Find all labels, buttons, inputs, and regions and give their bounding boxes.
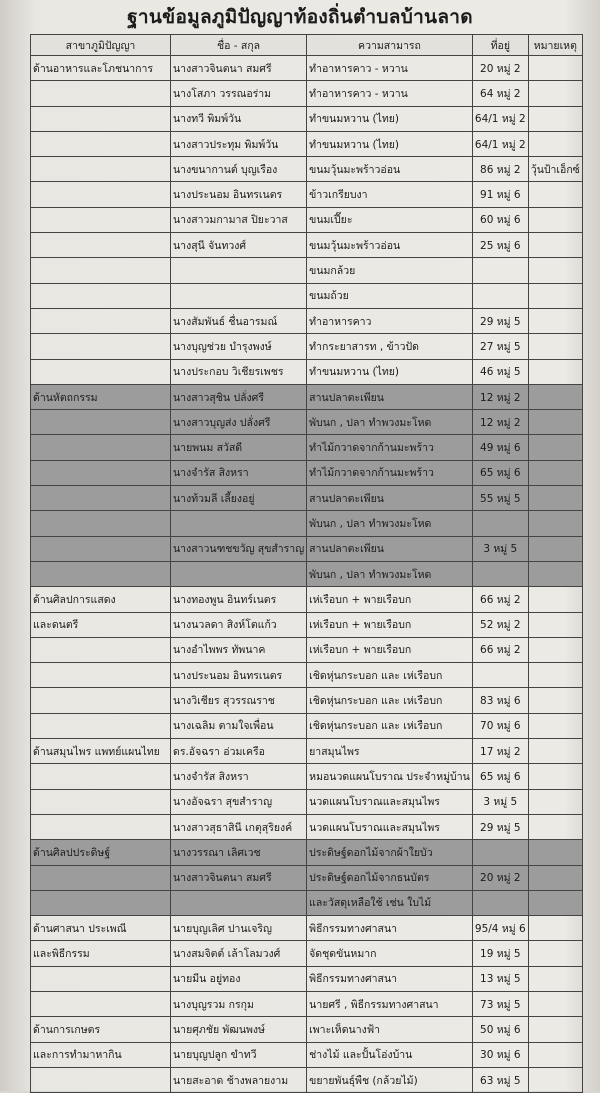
row-ability: นายศรี , พิธีกรรมทางศาสนา xyxy=(307,991,473,1016)
row-branch: ด้านอาหารและโภชนาการ xyxy=(31,56,171,81)
row-ability: นวดแผนโบราณและสมุนไพร xyxy=(307,789,473,814)
row-ability: เชิดหุ่นกระบอก และ เห่เรือบก xyxy=(307,688,473,713)
row-address: 29 หมู่ 5 xyxy=(472,308,528,333)
row-address: 66 หมู่ 2 xyxy=(472,587,528,612)
row-name: ดร.อัจฉรา อ่วมเครือ xyxy=(171,739,307,764)
row-branch xyxy=(31,410,171,435)
row-branch xyxy=(31,460,171,485)
row-name: นางวรรณา เลิศเวช xyxy=(171,840,307,865)
row-note xyxy=(528,359,582,384)
row-name: นางนวลดา สิงห์โตแก้ว xyxy=(171,612,307,637)
row-address xyxy=(472,663,528,688)
row-address: 12 หมู่ 2 xyxy=(472,410,528,435)
row-branch xyxy=(31,435,171,460)
row-note xyxy=(528,916,582,941)
row-name: นางจำรัส สิงหรา xyxy=(171,764,307,789)
row-note xyxy=(528,890,582,915)
table-row xyxy=(31,334,583,359)
row-ability: ทำขนมหวาน (ไทย) xyxy=(307,131,473,156)
row-branch xyxy=(31,536,171,561)
row-branch xyxy=(31,182,171,207)
table-row xyxy=(31,991,583,1016)
row-name: นางทวี พิมพ์วัน xyxy=(171,106,307,131)
table-row xyxy=(31,258,583,283)
row-name: นางประนอม อินทรเนตร xyxy=(171,663,307,688)
row-name xyxy=(171,258,307,283)
row-address: 65 หมู่ 6 xyxy=(472,764,528,789)
row-ability: พับนก , ปลา ทำพวงมะโหด xyxy=(307,511,473,536)
row-note xyxy=(528,764,582,789)
row-branch: ด้านหัตถกรรม xyxy=(31,384,171,409)
row-note xyxy=(528,713,582,738)
row-branch: ด้านการเกษตร xyxy=(31,1017,171,1042)
row-branch xyxy=(31,814,171,839)
row-ability: นวดแผนโบราณและสมุนไพร xyxy=(307,814,473,839)
row-ability: หมอนวดแผนโบราณ ประจำหมู่บ้าน xyxy=(307,764,473,789)
row-note xyxy=(528,561,582,586)
row-branch xyxy=(31,865,171,890)
row-ability: และวัสดุเหลือใช้ เช่น ใบไม้ xyxy=(307,890,473,915)
row-ability: ทำขนมหวาน (ไทย) xyxy=(307,106,473,131)
row-branch xyxy=(31,991,171,1016)
table-header-row xyxy=(31,35,583,56)
table-row xyxy=(31,359,583,384)
row-note xyxy=(528,486,582,511)
table-row xyxy=(31,764,583,789)
row-branch xyxy=(31,637,171,662)
header-ability: ความสามารถ xyxy=(307,35,473,56)
row-ability: ยาสมุนไพร xyxy=(307,739,473,764)
row-address: 46 หมู่ 5 xyxy=(472,359,528,384)
table-row xyxy=(31,511,583,536)
row-name: นางประนอม อินทรเนตร xyxy=(171,182,307,207)
row-note xyxy=(528,435,582,460)
row-address xyxy=(472,890,528,915)
row-note xyxy=(528,410,582,435)
row-ability: สานปลาตะเพียน xyxy=(307,486,473,511)
table-row xyxy=(31,1042,583,1067)
row-name: นางสาวสุธาสินี เกตุสุริยงค์ xyxy=(171,814,307,839)
row-branch xyxy=(31,511,171,536)
table-row xyxy=(31,182,583,207)
row-ability: จัดชุดขันหมาก xyxy=(307,941,473,966)
row-ability: เห่เรือบก + พายเรือบก xyxy=(307,612,473,637)
table-row xyxy=(31,688,583,713)
header-note: หมายเหตุ xyxy=(528,35,582,56)
table-row xyxy=(31,81,583,106)
table-row xyxy=(31,561,583,586)
row-name: นายศุภชัย พัฒนพงษ์ xyxy=(171,1017,307,1042)
row-ability: เห่เรือบก + พายเรือบก xyxy=(307,587,473,612)
table-row xyxy=(31,865,583,890)
row-branch xyxy=(31,486,171,511)
row-name: นางสาวมกามาส ปิยะวาส xyxy=(171,207,307,232)
row-address: 49 หมู่ 6 xyxy=(472,435,528,460)
row-ability: ทำขนมหวาน (ไทย) xyxy=(307,359,473,384)
row-address: 95/4 หมู่ 6 xyxy=(472,916,528,941)
wisdom-database-table xyxy=(30,34,583,1093)
table-row xyxy=(31,435,583,460)
row-ability: เชิดหุ่นกระบอก และ เห่เรือบก xyxy=(307,713,473,738)
table-row xyxy=(31,460,583,485)
table-row xyxy=(31,663,583,688)
row-name xyxy=(171,283,307,308)
row-name: นางประกอบ วิเชียรเพชร xyxy=(171,359,307,384)
row-ability: ช่างไม้ และปั้นโอ่งบ้าน xyxy=(307,1042,473,1067)
table-row xyxy=(31,814,583,839)
row-address: 20 หมู่ 2 xyxy=(472,56,528,81)
row-branch xyxy=(31,106,171,131)
table-row xyxy=(31,486,583,511)
table-row xyxy=(31,612,583,637)
row-note xyxy=(528,283,582,308)
row-ability: ขนมถ้วย xyxy=(307,283,473,308)
row-address: 64 หมู่ 2 xyxy=(472,81,528,106)
row-address: 3 หมู่ 5 xyxy=(472,789,528,814)
header-branch: สาขาภูมิปัญญา xyxy=(31,35,171,56)
table-row xyxy=(31,916,583,941)
row-branch xyxy=(31,131,171,156)
table-body xyxy=(31,56,583,1093)
row-ability: ทำไม้กวาดจากก้านมะพร้าว xyxy=(307,460,473,485)
row-branch: ด้านสมุนไพร แพทย์แผนไทย xyxy=(31,739,171,764)
table-row xyxy=(31,739,583,764)
row-branch: ด้านศิลปประดิษฐ์ xyxy=(31,840,171,865)
row-name: นางบุญช่วย บำรุงพงษ์ xyxy=(171,334,307,359)
row-branch: และดนตรี xyxy=(31,612,171,637)
row-name: นางสาวสุชิน ปลั่งศรี xyxy=(171,384,307,409)
row-address: 30 หมู่ 6 xyxy=(472,1042,528,1067)
row-note xyxy=(528,384,582,409)
table-row xyxy=(31,840,583,865)
row-address: 66 หมู่ 2 xyxy=(472,637,528,662)
table-row xyxy=(31,587,583,612)
row-name: นางอัจฉรา สุขสำราญ xyxy=(171,789,307,814)
table-row xyxy=(31,308,583,333)
row-address: 55 หมู่ 5 xyxy=(472,486,528,511)
row-note xyxy=(528,1067,582,1092)
row-ability: ขนมเปี๊ยะ xyxy=(307,207,473,232)
row-name: นายบุญปลูก ขำทวี xyxy=(171,1042,307,1067)
row-branch xyxy=(31,308,171,333)
row-note xyxy=(528,739,582,764)
row-name: นายพนม สวัสดี xyxy=(171,435,307,460)
row-address: 3 หมู่ 5 xyxy=(472,536,528,561)
row-ability: พิธีกรรมทางศาสนา xyxy=(307,916,473,941)
row-ability: เห่เรือบก + พายเรือบก xyxy=(307,637,473,662)
row-note xyxy=(528,207,582,232)
row-ability: พิธีกรรมทางศาสนา xyxy=(307,966,473,991)
row-name: นางสาวนฑชขวัญ สุขสำราญ xyxy=(171,536,307,561)
table-row xyxy=(31,966,583,991)
row-note xyxy=(528,182,582,207)
table-row xyxy=(31,941,583,966)
row-name: นางท้วมลี เลี้ยงอยู่ xyxy=(171,486,307,511)
header-name: ชื่อ - สกุล xyxy=(171,35,307,56)
table-row xyxy=(31,536,583,561)
row-address: 73 หมู่ 5 xyxy=(472,991,528,1016)
table-row xyxy=(31,384,583,409)
header-address: ที่อยู่ xyxy=(472,35,528,56)
row-ability: ทำไม้กวาดจากก้านมะพร้าว xyxy=(307,435,473,460)
row-note xyxy=(528,536,582,561)
row-branch xyxy=(31,258,171,283)
row-branch xyxy=(31,688,171,713)
row-ability: สานปลาตะเพียน xyxy=(307,384,473,409)
row-name: นางขนากานต์ บุญเรือง xyxy=(171,157,307,182)
row-name: นางโสภา วรรณอร่าม xyxy=(171,81,307,106)
row-branch xyxy=(31,890,171,915)
row-name: นายสะอาด ช้างพลายงาม xyxy=(171,1067,307,1092)
table-row xyxy=(31,789,583,814)
row-name: นางสมจิตต์ เล้าโลมวงศ์ xyxy=(171,941,307,966)
row-address xyxy=(472,840,528,865)
table-row xyxy=(31,207,583,232)
row-name: นางวิเชียร สุวรรณราช xyxy=(171,688,307,713)
row-branch xyxy=(31,283,171,308)
table-row xyxy=(31,157,583,182)
row-branch: ด้านศาสนา ประเพณี xyxy=(31,916,171,941)
row-name: นางสุนี จันทวงศ์ xyxy=(171,233,307,258)
table-row xyxy=(31,131,583,156)
page-title: ฐานข้อมูลภูมิปัญญาท้องถิ่นตำบลบ้านลาด xyxy=(127,6,473,28)
row-branch xyxy=(31,966,171,991)
table-row xyxy=(31,713,583,738)
row-branch xyxy=(31,334,171,359)
row-ability: ทำอาหารคาว xyxy=(307,308,473,333)
row-note xyxy=(528,587,582,612)
table-row xyxy=(31,106,583,131)
row-name: นางสาวจินตนา สมศรี xyxy=(171,56,307,81)
row-note xyxy=(528,460,582,485)
row-ability: ขนมวุ้นมะพร้าวอ่อน xyxy=(307,157,473,182)
row-ability: ขนมวุ้นมะพร้าวอ่อน xyxy=(307,233,473,258)
row-address: 50 หมู่ 6 xyxy=(472,1017,528,1042)
row-note xyxy=(528,233,582,258)
row-note xyxy=(528,688,582,713)
table-row xyxy=(31,1017,583,1042)
row-note: วุ้นป้าเอ็กซ์ xyxy=(528,157,582,182)
row-note xyxy=(528,840,582,865)
row-address: 52 หมู่ 2 xyxy=(472,612,528,637)
table-row xyxy=(31,56,583,81)
row-address: 29 หมู่ 5 xyxy=(472,814,528,839)
row-ability: พับนก , ปลา ทำพวงมะโหด xyxy=(307,410,473,435)
row-address: 19 หมู่ 5 xyxy=(472,941,528,966)
table-row xyxy=(31,233,583,258)
row-note xyxy=(528,789,582,814)
row-note xyxy=(528,991,582,1016)
row-name: นางอำไพพร ทัพนาค xyxy=(171,637,307,662)
row-name xyxy=(171,890,307,915)
row-note xyxy=(528,308,582,333)
table-row xyxy=(31,890,583,915)
row-address xyxy=(472,561,528,586)
row-branch xyxy=(31,233,171,258)
row-note xyxy=(528,966,582,991)
row-address: 27 หมู่ 5 xyxy=(472,334,528,359)
row-branch: และการทำมาหากิน xyxy=(31,1042,171,1067)
row-note xyxy=(528,814,582,839)
row-address: 64/1 หมู่ 2 xyxy=(472,106,528,131)
row-name: นางจำรัส สิงหรา xyxy=(171,460,307,485)
row-note xyxy=(528,81,582,106)
row-address xyxy=(472,258,528,283)
row-name: นางสาวบุญส่ง ปลั่งศรี xyxy=(171,410,307,435)
row-address: 64/1 หมู่ 2 xyxy=(472,131,528,156)
row-note xyxy=(528,1017,582,1042)
row-ability: ทำอาหารคาว - หวาน xyxy=(307,81,473,106)
row-address: 25 หมู่ 6 xyxy=(472,233,528,258)
row-ability: พับนก , ปลา ทำพวงมะโหด xyxy=(307,561,473,586)
row-note xyxy=(528,663,582,688)
row-branch xyxy=(31,789,171,814)
row-note xyxy=(528,56,582,81)
row-name: นางสัมพันธ์ ชื่นอารมณ์ xyxy=(171,308,307,333)
row-branch xyxy=(31,359,171,384)
row-address xyxy=(472,283,528,308)
row-ability: ทำอาหารคาว - หวาน xyxy=(307,56,473,81)
row-branch: และพิธีกรรม xyxy=(31,941,171,966)
row-branch xyxy=(31,81,171,106)
row-ability: ทำกระยาสารท , ข้าวปัด xyxy=(307,334,473,359)
row-ability: ข้าวเกรียบงา xyxy=(307,182,473,207)
row-branch xyxy=(31,764,171,789)
row-name: นายมีน อยู่ทอง xyxy=(171,966,307,991)
row-note xyxy=(528,637,582,662)
row-address: 86 หมู่ 2 xyxy=(472,157,528,182)
row-address: 65 หมู่ 6 xyxy=(472,460,528,485)
row-ability: ประดิษฐ์ดอกไม้จากผ้าใยบัว xyxy=(307,840,473,865)
row-note xyxy=(528,1042,582,1067)
row-note xyxy=(528,334,582,359)
row-name xyxy=(171,561,307,586)
row-note xyxy=(528,612,582,637)
row-ability: เชิดหุ่นกระบอก และ เห่เรือบก xyxy=(307,663,473,688)
row-name: นางสาวจินตนา สมศรี xyxy=(171,865,307,890)
row-branch xyxy=(31,561,171,586)
row-address: 63 หมู่ 5 xyxy=(472,1067,528,1092)
row-note xyxy=(528,865,582,890)
row-ability: ประดิษฐ์ดอกไม้จากธนบัตร xyxy=(307,865,473,890)
row-address: 70 หมู่ 6 xyxy=(472,713,528,738)
row-ability: เพาะเห็ดนางฟ้า xyxy=(307,1017,473,1042)
row-address: 17 หมู่ 2 xyxy=(472,739,528,764)
row-name: นางทองพูน อินทร์เนตร xyxy=(171,587,307,612)
row-name: นางสาวประทุม พิมพ์วัน xyxy=(171,131,307,156)
row-note xyxy=(528,131,582,156)
row-name xyxy=(171,511,307,536)
row-note xyxy=(528,511,582,536)
row-address: 13 หมู่ 5 xyxy=(472,966,528,991)
table-row xyxy=(31,283,583,308)
row-note xyxy=(528,258,582,283)
row-ability: ขนมกล้วย xyxy=(307,258,473,283)
row-name: นางบุญรวม กรกุม xyxy=(171,991,307,1016)
row-address: 83 หมู่ 6 xyxy=(472,688,528,713)
row-note xyxy=(528,941,582,966)
row-address: 20 หมู่ 2 xyxy=(472,865,528,890)
row-address xyxy=(472,511,528,536)
row-branch xyxy=(31,1067,171,1092)
row-branch: ด้านศิลปการแสดง xyxy=(31,587,171,612)
row-ability: สานปลาตะเพียน xyxy=(307,536,473,561)
row-address: 12 หมู่ 2 xyxy=(472,384,528,409)
row-address: 60 หมู่ 6 xyxy=(472,207,528,232)
row-name: นางเฉลิม ตามใจเพื่อน xyxy=(171,713,307,738)
row-branch xyxy=(31,157,171,182)
row-name: นายบุญเลิศ ปานเจริญ xyxy=(171,916,307,941)
row-address: 91 หมู่ 6 xyxy=(472,182,528,207)
table-row xyxy=(31,637,583,662)
row-branch xyxy=(31,663,171,688)
table-row xyxy=(31,1067,583,1092)
row-branch xyxy=(31,207,171,232)
row-branch xyxy=(31,713,171,738)
row-ability: ขยายพันธุ์พืช (กล้วยไม้) xyxy=(307,1067,473,1092)
row-note xyxy=(528,106,582,131)
table-row xyxy=(31,410,583,435)
